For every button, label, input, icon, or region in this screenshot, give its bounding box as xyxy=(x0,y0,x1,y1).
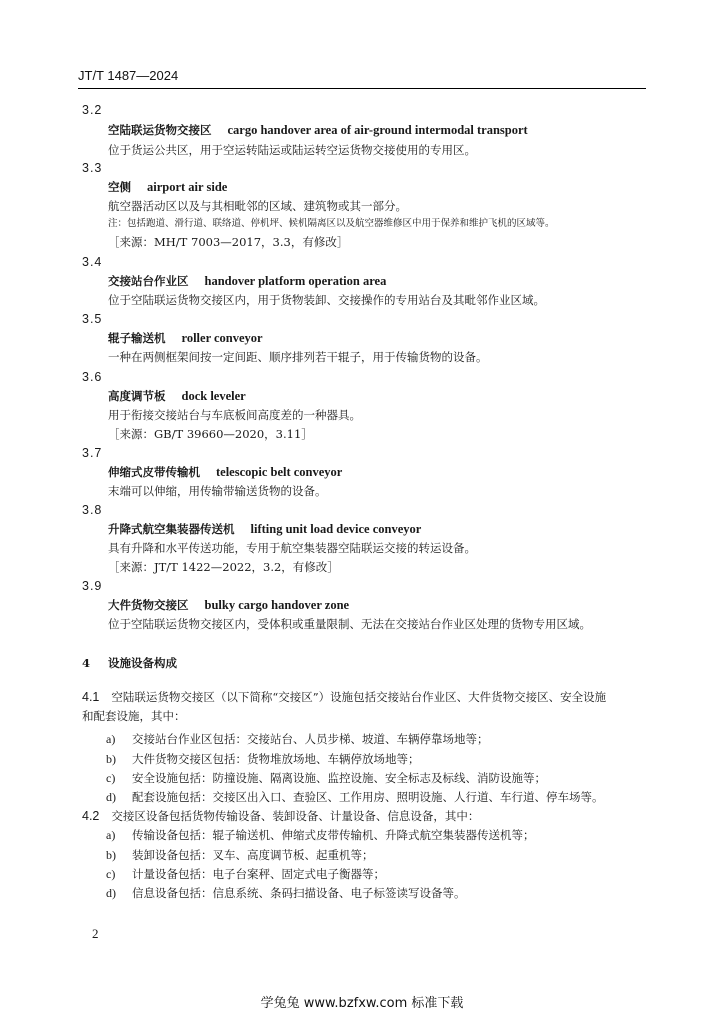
term-definition: 位于空陆联运货物交接区内，用于货物装卸、交接操作的专用站台及其毗邻作业区域。 xyxy=(108,293,545,307)
list-marker: c) xyxy=(106,771,116,785)
clause-number: 4.2 xyxy=(82,809,100,823)
term-number: 3.5 xyxy=(82,312,103,326)
term-source: ［来源：GB/T 39660—2020，3.11］ xyxy=(108,427,313,441)
list-item xyxy=(106,866,385,882)
term-note: 注：包括跑道、滑行道、联络道、停机坪、候机隔离区以及航空器维修区中用于保养和维护飞机的区域等。 xyxy=(108,218,555,229)
list-marker: c) xyxy=(106,867,116,881)
term-zh: 辊子输送机 xyxy=(108,331,166,345)
term-definition: 一种在两侧框架间按一定间距、顺序排列若干辊子，用于传输货物的设备。 xyxy=(108,350,488,364)
section-heading xyxy=(82,655,177,671)
list-marker: a) xyxy=(106,732,116,746)
term-source: ［来源：JT/T 1422—2022，3.2，有修改］ xyxy=(108,560,339,574)
list-marker: b) xyxy=(106,752,116,766)
term-en: bulky cargo handover zone xyxy=(204,598,350,612)
term-definition: 末端可以伸缩，用传输带输送货物的设备。 xyxy=(108,484,327,498)
list-item-text: 计量设备包括：电子台案秤、固定式电子衡器等； xyxy=(132,867,385,881)
list-item-text: 配套设施包括：交接区出入口、查验区、工作用房、照明设施、人行道、车行道、停车场等。 xyxy=(132,790,604,804)
list-item-text: 大件货物交接区包括：货物堆放场地、车辆停放场地等； xyxy=(132,752,420,766)
term-number: 3.6 xyxy=(82,370,103,384)
term-number: 3.2 xyxy=(82,103,103,117)
list-item-text: 安全设施包括：防撞设施、隔离设施、监控设施、安全标志及标线、消防设施等； xyxy=(132,771,546,785)
watermark-footer: 学兔兔 www.bzfxw.com 标准下载 xyxy=(260,996,464,1011)
list-marker: d) xyxy=(106,886,116,900)
list-item-text: 交接站台作业区包括：交接站台、人员步梯、坡道、车辆停靠场地等； xyxy=(132,732,489,746)
clause-4-2 xyxy=(82,808,479,824)
clause-text: 交接区设备包括货物传输设备、装卸设备、计量设备、信息设备，其中： xyxy=(111,809,480,823)
term-definition: 位于货运公共区，用于空运转陆运或陆运转空运货物交接使用的专用区。 xyxy=(108,143,476,157)
term-number: 3.7 xyxy=(82,446,103,460)
list-item xyxy=(106,827,535,843)
page-header: JT/T 1487—2024 xyxy=(78,68,179,83)
term-heading xyxy=(108,179,227,195)
term-zh: 大件货物交接区 xyxy=(108,598,189,612)
term-heading xyxy=(108,464,342,480)
list-item xyxy=(106,789,604,805)
term-definition: 位于空陆联运货物交接区内，受体积或重量限制、无法在交接站台作业区处理的货物专用区域。 xyxy=(108,617,591,631)
list-item xyxy=(106,770,546,786)
clause-text: 空陆联运货物交接区（以下简称“交接区”）设施包括交接站台作业区、大件货物交接区、安全设施 xyxy=(111,690,607,704)
list-item-text: 装卸设备包括：叉车、高度调节板、起重机等； xyxy=(132,848,374,862)
term-number: 3.3 xyxy=(82,161,103,175)
term-number: 3.4 xyxy=(82,255,103,269)
page-number: 2 xyxy=(92,926,99,941)
term-number: 3.8 xyxy=(82,503,103,517)
list-item xyxy=(106,847,374,863)
term-source: ［来源：MH/T 7003—2017，3.3，有修改］ xyxy=(108,235,349,249)
list-marker: d) xyxy=(106,790,116,804)
term-number: 3.9 xyxy=(82,579,103,593)
list-marker: a) xyxy=(106,828,116,842)
term-en: cargo handover area of air-ground intermodal transport xyxy=(227,123,528,137)
list-item-text: 传输设备包括：辊子输送机、伸缩式皮带传输机、升降式航空集装器传送机等； xyxy=(132,828,535,842)
term-heading xyxy=(108,597,349,613)
header-rule xyxy=(78,88,646,89)
term-en: airport air side xyxy=(147,180,228,194)
term-zh: 伸缩式皮带传输机 xyxy=(108,465,200,479)
term-definition: 具有升降和水平传送功能，专用于航空集装器空陆联运交接的转运设备。 xyxy=(108,541,476,555)
list-item-text: 信息设备包括：信息系统、条码扫描设备、电子标签读写设备等。 xyxy=(132,886,466,900)
clause-text-continued: 和配套设施，其中： xyxy=(82,709,186,723)
list-item xyxy=(106,885,466,901)
term-heading xyxy=(108,521,421,537)
term-heading xyxy=(108,273,386,289)
clause-4-1 xyxy=(82,689,606,705)
section-number: 4 xyxy=(82,656,91,670)
term-en: handover platform operation area xyxy=(204,274,387,288)
list-marker: b) xyxy=(106,848,116,862)
clause-number: 4.1 xyxy=(82,690,100,704)
section-title: 设施设备构成 xyxy=(108,656,178,670)
term-heading xyxy=(108,388,246,404)
term-zh: 空陆联运货物交接区 xyxy=(108,123,212,137)
term-definition: 用于衔接交接站台与车底板间高度差的一种器具。 xyxy=(108,408,361,422)
term-zh: 高度调节板 xyxy=(108,389,166,403)
term-zh: 升降式航空集装器传送机 xyxy=(108,522,235,536)
term-heading xyxy=(108,330,263,346)
term-en: roller conveyor xyxy=(181,331,263,345)
list-item xyxy=(106,751,420,767)
term-en: lifting unit load device conveyor xyxy=(250,522,422,536)
term-zh: 空侧 xyxy=(108,180,131,194)
term-en: dock leveler xyxy=(181,389,246,403)
term-zh: 交接站台作业区 xyxy=(108,274,189,288)
list-item xyxy=(106,731,489,747)
term-definition: 航空器活动区以及与其相毗邻的区域、建筑物或其一部分。 xyxy=(108,199,407,213)
term-heading xyxy=(108,122,528,138)
term-en: telescopic belt conveyor xyxy=(216,465,343,479)
